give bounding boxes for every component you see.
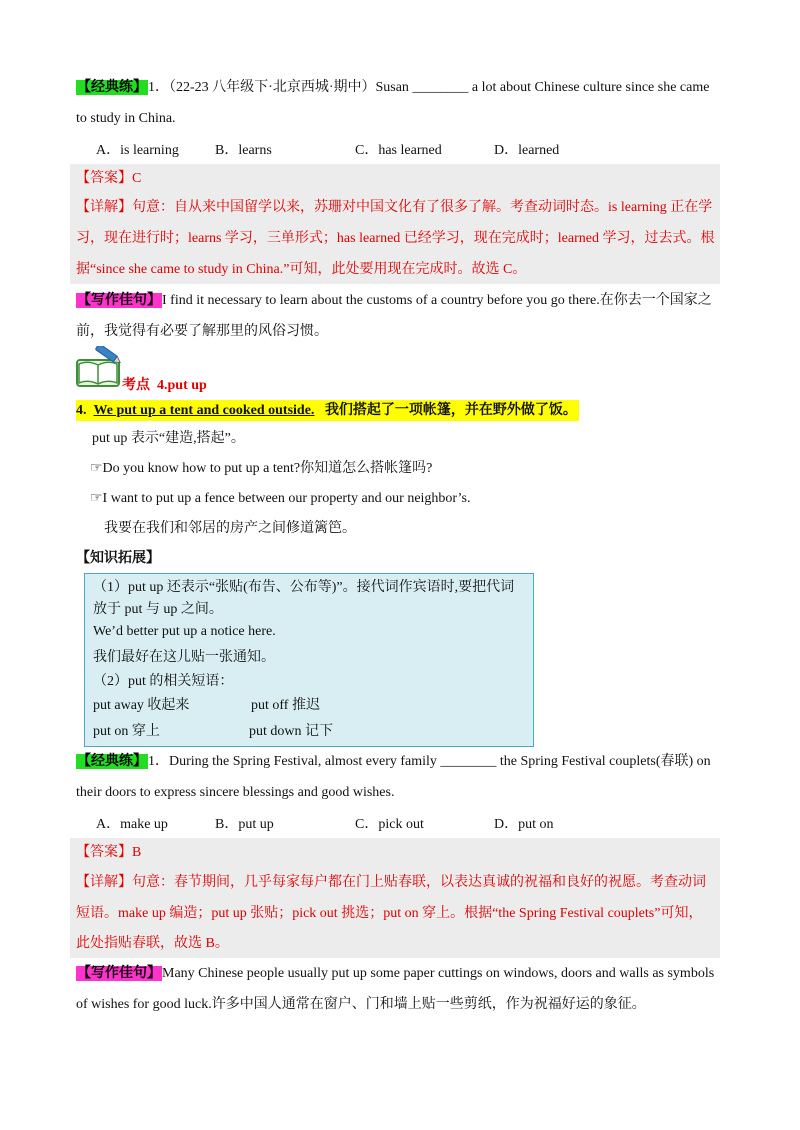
example-1: ☞Do you know how to put up a tent?你知道怎么搭帐篷吗? (90, 461, 433, 476)
q2-option-a[interactable]: A．make up (96, 817, 168, 832)
q2-option-d[interactable]: D．put on (494, 817, 554, 832)
q2-writing-tag: 【写作佳句】 (77, 966, 161, 981)
q1-writing-line2: 前，我觉得有必要了解那里的风俗习惯。 (76, 324, 328, 339)
q1-option-d[interactable]: D．learned (494, 143, 560, 158)
q2-detail-line2: 短语。make up 编造；put up 张贴；pick out 挑选；put on 穿上。根据“the Spring Festival couplets”可知， (76, 906, 703, 921)
q2-option-c[interactable]: C．pick out (355, 817, 424, 832)
sentence-heading: 4. We put up a tent and cooked outside. 我们搭起了一项帐篷，并在野外做了饭。 (76, 400, 579, 421)
phrase-put-away: put away 收起来 (93, 698, 190, 713)
q1-detail-line1: 【详解】句意：自从来中国留学以来，苏珊对中国文化有了很多了解。考查动词时态。is learning 正在学 (76, 200, 713, 215)
knowledge-box (84, 573, 534, 747)
q2-tag: 【经典练】 (77, 754, 147, 769)
meaning-line: put up 表示“建造,搭起”。 (92, 431, 245, 446)
kaodian-title: 考点 4.put up (122, 378, 207, 393)
q1-option-c[interactable]: C．has learned (355, 143, 442, 158)
knowledge-expansion-heading: 【知识拓展】 (76, 551, 160, 566)
q2-line1: 【经典练】1．During the Spring Festival, almost every family ________ the Spring Festival couplets(春联) on (77, 754, 711, 769)
q2-detail-line1: 【详解】句意：春节期间，几乎每家每户都在门上贴春联，以表达真诚的祝福和良好的祝愿。考查动词 (76, 875, 706, 890)
q2-writing-line2: of wishes for good luck.许多中国人通常在窗户、门和墙上贴一些剪纸，作为祝福好运的象征。 (76, 997, 646, 1012)
box-line2: 放于 put 与 up 之间。 (93, 602, 223, 617)
q1-detail-line2: 习，现在进行时；learns 学习，三单形式；has learned 已经学习，现在完成时；learned 学习，过去式。根 (76, 231, 715, 246)
q1-tag: 【经典练】 (77, 80, 147, 95)
heading-english: We put up a tent and cooked outside. (93, 403, 315, 418)
box-line4: 我们最好在这儿贴一张通知。 (93, 650, 275, 665)
q2-writing-line1: 【写作佳句】Many Chinese people usually put up some paper cuttings on windows, doors and walls as symbols (77, 966, 715, 981)
book-pen-icon (76, 346, 122, 393)
q2-detail-line3: 此处指贴春联，故选 B。 (76, 936, 229, 951)
q2-option-b[interactable]: B．put up (215, 817, 274, 832)
box-line3: We’d better put up a notice here. (93, 624, 276, 639)
q1-option-b[interactable]: B．learns (215, 143, 272, 158)
phrase-put-on: put on 穿上 (93, 724, 160, 739)
q1-detail-line3: 据“since she came to study in China.”可知，此处要用现在完成时。故选 C。 (76, 262, 527, 277)
q1-option-a[interactable]: A．is learning (96, 143, 179, 158)
example-2: ☞I want to put up a fence between our property and our neighbor’s. (90, 491, 471, 506)
q1-writing-line1: 【写作佳句】I find it necessary to learn about the customs of a country before you go there.在你去一个国家之 (77, 293, 712, 308)
q1-line2: to study in China. (76, 111, 176, 126)
phrase-put-down: put down 记下 (249, 724, 333, 739)
box-line5: （2）put 的相关短语： (93, 674, 234, 689)
q2-line2: their doors to express sincere blessings and good wishes. (76, 785, 395, 800)
heading-chinese: 我们搭起了一项帐篷，并在野外做了饭。 (324, 403, 577, 418)
phrase-put-off: put off 推迟 (251, 698, 320, 713)
box-line1: （1）put up 还表示“张贴(布告、公布等)”。接代词作宾语时,要把代词 (93, 580, 515, 595)
example-2-translation: 我要在我们和邻居的房产之间修道篱笆。 (104, 521, 356, 536)
q2-answer: 【答案】B (76, 845, 142, 860)
q1-writing-tag: 【写作佳句】 (77, 293, 161, 308)
q1-answer: 【答案】C (76, 171, 142, 186)
q1-line1: 【经典练】1．（22-23 八年级下·北京西城·期中）Susan ________ a lot about Chinese culture since she came (77, 80, 710, 95)
